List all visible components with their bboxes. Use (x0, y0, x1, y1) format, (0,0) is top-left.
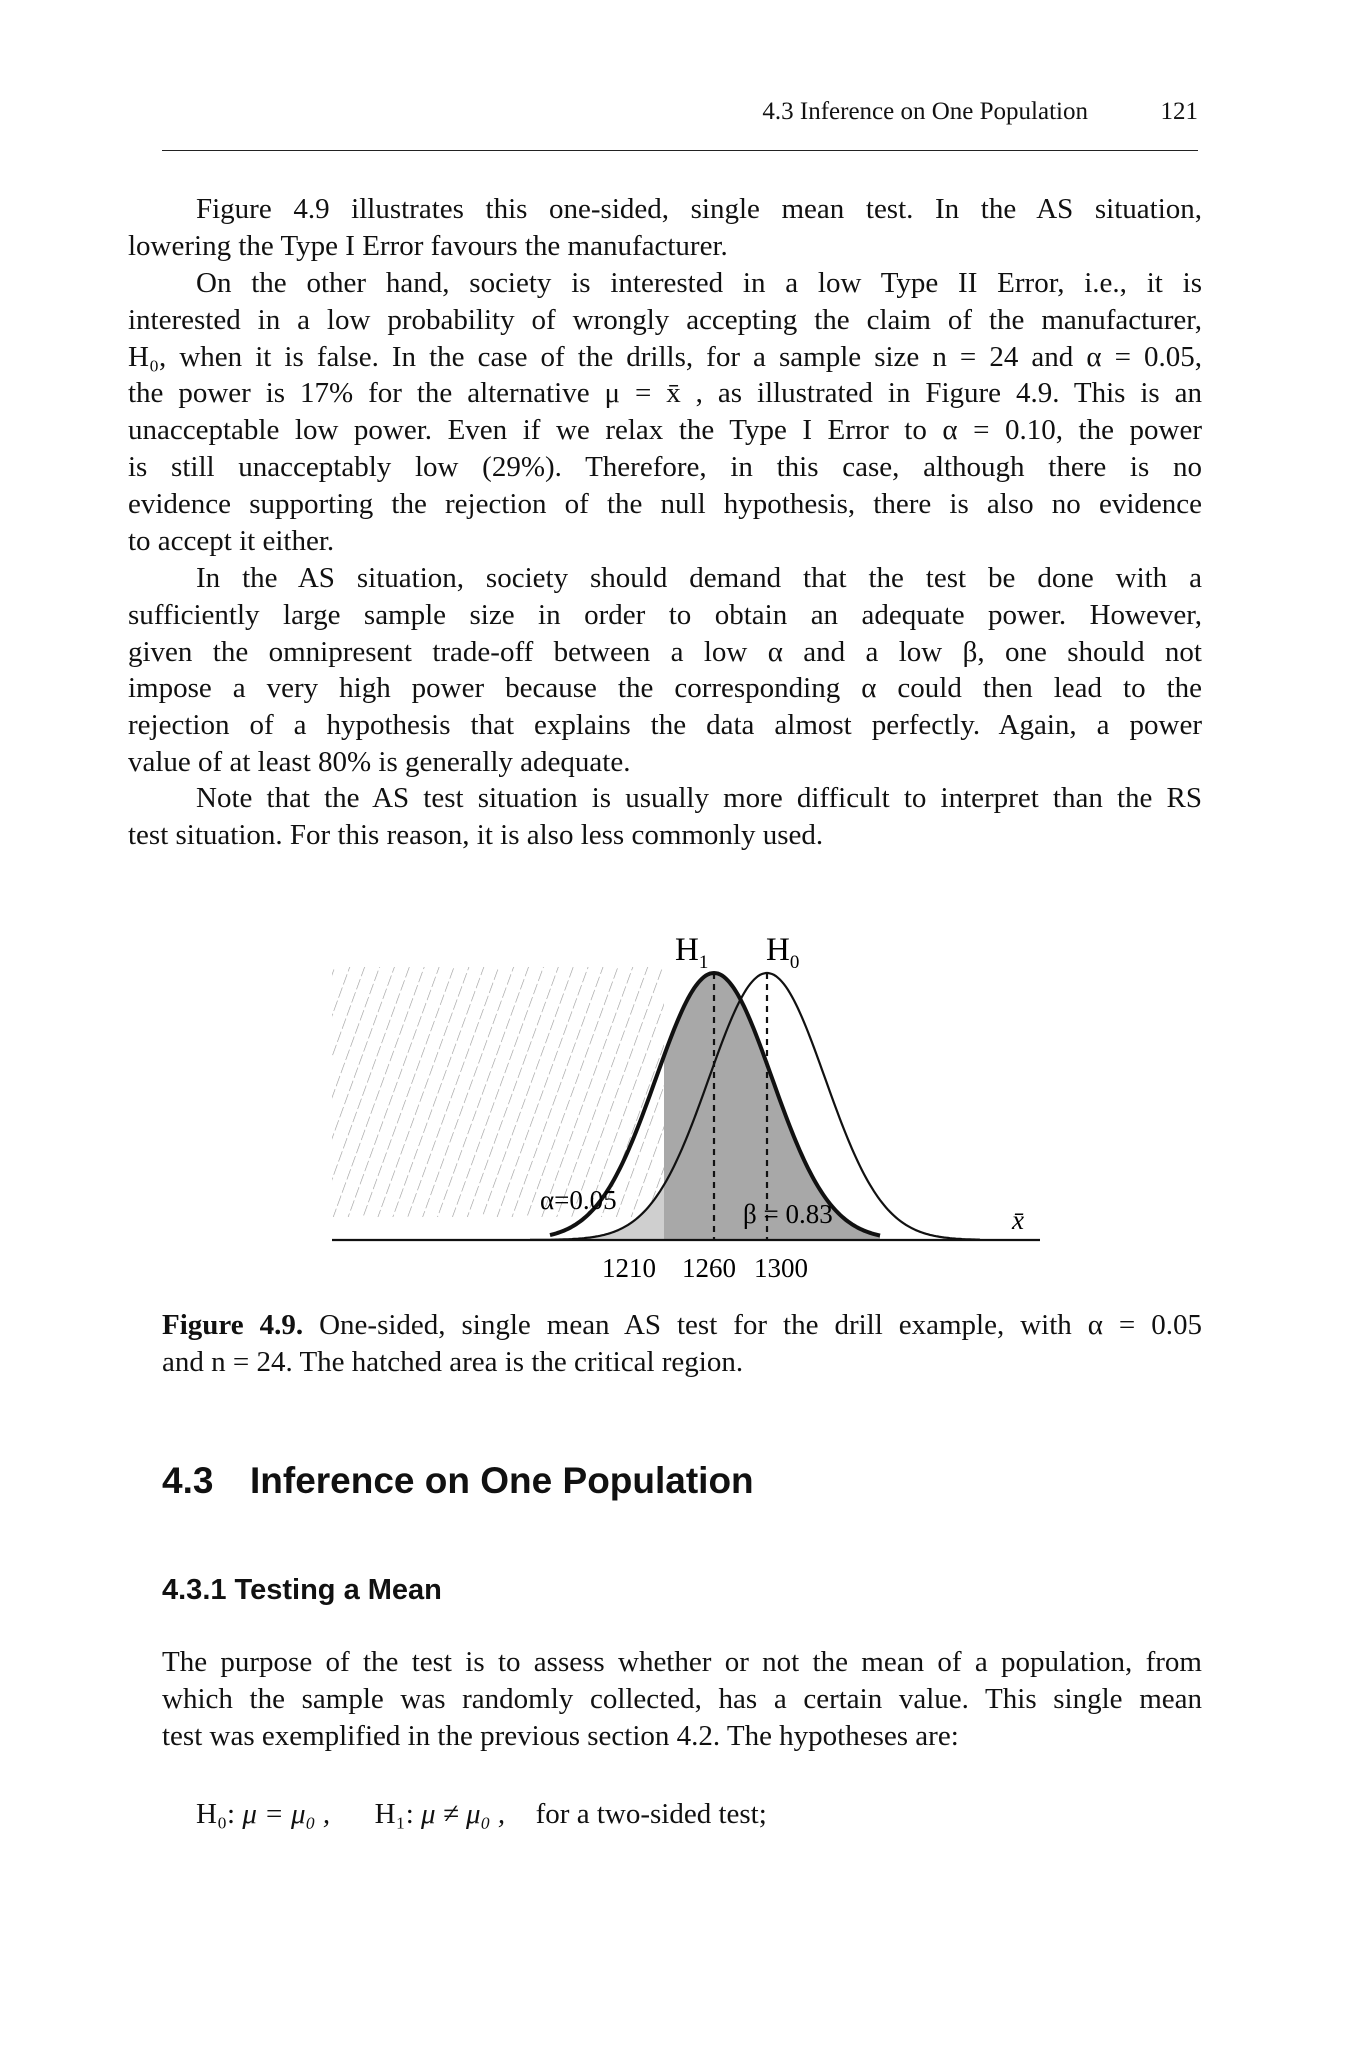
text-line: Figure 4.9 illustrates this one-sided, single mean test. In the AS situation, (196, 193, 1202, 225)
text-line: On the other hand, society is interested in a low Type II Error, i.e., it is (196, 267, 1202, 299)
text-line: lowering the Type I Error favours the manufacturer. (128, 229, 728, 262)
beta-label: β = 0.83 (743, 1199, 833, 1229)
h0-hypothesis-expr: μ = μ₀ , (242, 1798, 331, 1830)
h1-hypothesis-expr: μ ≠ μ₀ , (421, 1798, 506, 1830)
text-line: rejection of a hypothesis that explains the data almost perfectly. Again, a power (128, 709, 1202, 742)
tick-label: 1260 (682, 1253, 736, 1283)
text-line: The purpose of the test is to assess whether or not the mean of a population, from (162, 1646, 1202, 1678)
text-line: given the omnipresent trade-off between a low α and a low β, one should not (128, 635, 1202, 668)
tick-label: 1300 (754, 1253, 808, 1283)
text-line: test situation. For this reason, it is also less commonly used. (128, 818, 824, 851)
paragraph-2 (128, 265, 1202, 559)
text-line: value of at least 80% is generally adequate. (128, 745, 631, 778)
x-axis-label: x̄ (1012, 1205, 1024, 1235)
text-line: H₀, when it is false. In the case of the drills, for a sample size n = 24 and α = 0.05, (128, 340, 1202, 373)
figure-caption (162, 1307, 1202, 1381)
paragraph-5 (162, 1644, 1202, 1754)
text-line: In the AS situation, society should demand that the test be done with a (196, 562, 1202, 594)
h0-label: $H_0$ (766, 932, 800, 973)
running-header (162, 98, 1198, 151)
paragraph-3 (128, 560, 1202, 781)
figure-4-9 (320, 925, 1080, 1295)
hypotheses-line (196, 1798, 767, 1831)
section-title: Inference on One Population (250, 1460, 754, 1501)
paragraph-4 (128, 780, 1202, 854)
text-line: is still unacceptably low (29%). Therefore, in this case, although there is no (128, 450, 1202, 483)
running-title: 4.3 Inference on One Population (762, 98, 1088, 125)
tick-label: 1210 (602, 1253, 656, 1283)
h1-hypothesis-label: H₁: (374, 1798, 422, 1830)
text-line: which the sample was randomly collected, has a certain value. This single mean (162, 1682, 1202, 1715)
page-number: 121 (1160, 98, 1198, 125)
text-line: sufficiently large sample size in order to obtain an adequate power. However, (128, 598, 1202, 631)
text-line: test was exemplified in the previous section 4.2. The hypotheses are: (162, 1719, 959, 1752)
hypotheses-suffix: for a two-sided test; (535, 1798, 767, 1830)
alpha-label: α=0.05 (540, 1185, 617, 1215)
distribution-diagram (320, 925, 1080, 1295)
text-line: the power is 17% for the alternative μ = x̄ , as illustrated in Figure 4.9. This is an (128, 377, 1202, 410)
text-line: impose a very high power because the corresponding α could then lead to the (128, 672, 1202, 705)
text-line: evidence supporting the rejection of the null hypothesis, there is also no evidence (128, 487, 1202, 520)
text-line: unacceptable low power. Even if we relax the Type I Error to α = 0.10, the power (128, 414, 1202, 447)
text-line: interested in a low probability of wrongly accepting the claim of the manufacturer, (128, 303, 1202, 336)
subsection-heading: 4.3.1 Testing a Mean (162, 1574, 442, 1606)
caption-text: One-sided, single mean AS test for the drill example, with α = 0.05 (319, 1309, 1202, 1341)
paragraph-1 (128, 191, 1202, 265)
figure-label: Figure 4.9. (162, 1309, 304, 1341)
h1-label: $H_1$ (675, 932, 709, 973)
h0-hypothesis-label: H₀: (196, 1798, 243, 1830)
section-number: 4.3 (162, 1460, 214, 1501)
text-line: Note that the AS test situation is usually more difficult to interpret than the RS (196, 782, 1202, 814)
text-line: to accept it either. (128, 524, 335, 557)
section-heading (162, 1460, 754, 1502)
caption-text: and n = 24. The hatched area is the critical region. (162, 1345, 744, 1378)
